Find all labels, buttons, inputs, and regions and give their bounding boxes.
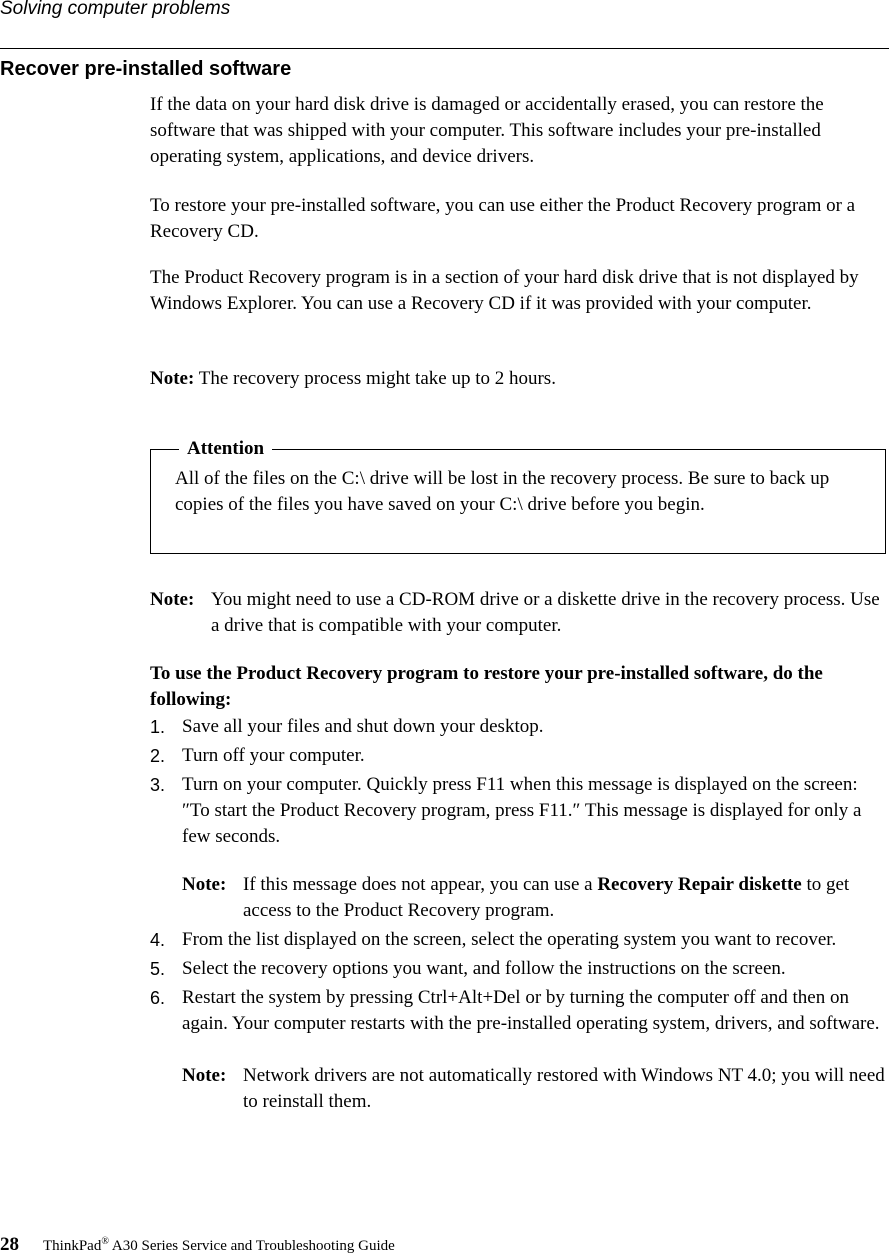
step-6	[150, 985, 885, 1115]
recovery-repair-diskette-term: Recovery Repair diskette	[597, 874, 802, 895]
note-label: Note:	[182, 1065, 227, 1086]
registered-mark: ®	[101, 1236, 109, 1247]
note-text: to get access to the Product Recovery program.	[243, 874, 850, 921]
step-5	[150, 956, 885, 982]
procedure-steps	[150, 714, 885, 1118]
step-note	[182, 1063, 885, 1115]
note-label: Note:	[182, 874, 227, 895]
note-text: You might need to use a CD-ROM drive or a diskette drive in the recovery process. Use a drive that is compatible with your computer.	[211, 589, 880, 636]
step-text: Turn on your computer. Quickly press F11 when this message is displayed on the screen: ″To start the Product Recovery program, press F11.″ This message is displayed for only a few seconds.	[182, 774, 862, 847]
step-number: 2.	[150, 746, 166, 766]
step-3	[150, 772, 885, 924]
page-number: 28	[0, 1234, 19, 1255]
product-name: ThinkPad	[43, 1238, 102, 1254]
section-title: Recover pre-installed software	[0, 58, 292, 80]
step-1	[150, 714, 885, 740]
note-label: Note:	[150, 368, 195, 389]
note-drive-requirement	[150, 587, 885, 639]
step-number: 1.	[150, 717, 166, 737]
step-text: Turn off your computer.	[182, 745, 365, 766]
step-number: 5.	[150, 959, 166, 979]
procedure-intro: To use the Product Recovery program to restore your pre-installed software, do the following:	[150, 663, 823, 710]
paragraph-3: The Product Recovery program is in a section of your hard disk drive that is not displayed by Windows Explorer. You can use a Recovery CD if it was provided with your computer.	[150, 267, 859, 314]
attention-box	[150, 438, 886, 554]
step-number: 3.	[150, 775, 166, 795]
step-note	[182, 872, 885, 924]
note-text: The recovery process might take up to 2 hours.	[198, 368, 556, 389]
note-label: Note:	[150, 589, 195, 610]
step-text: Restart the system by pressing Ctrl+Alt+Del or by turning the computer off and then on again. Your computer restarts with the pre-installed operating system, drivers, and software.	[182, 987, 880, 1034]
step-text: Save all your files and shut down your desktop.	[182, 716, 544, 737]
step-text: Select the recovery options you want, and follow the instructions on the screen.	[182, 958, 786, 979]
step-number: 4.	[150, 930, 166, 950]
attention-label: Attention	[179, 438, 272, 460]
running-head: Solving computer problems	[0, 0, 231, 19]
attention-text: All of the files on the C:\ drive will be lost in the recovery process. Be sure to back up copies of the files you have saved on your C:\ drive before you begin.	[175, 468, 830, 515]
guide-title: A30 Series Service and Troubleshooting Guide	[111, 1238, 395, 1254]
note-recovery-time	[150, 366, 885, 392]
header-rule	[0, 48, 889, 49]
note-text: If this message does not appear, you can use a	[243, 874, 593, 895]
step-4	[150, 927, 885, 953]
note-text: Network drivers are not automatically restored with Windows NT 4.0; you will need to reinstall them.	[243, 1065, 885, 1112]
page-footer	[0, 1234, 395, 1257]
paragraph-1: If the data on your hard disk drive is damaged or accidentally erased, you can restore the software that was shipped with your computer. This software includes your pre-installed operating system, applications, and device drivers.	[150, 94, 824, 167]
paragraph-2: To restore your pre-installed software, you can use either the Product Recovery program or a Recovery CD.	[150, 195, 856, 242]
step-text: From the list displayed on the screen, select the operating system you want to recover.	[182, 929, 837, 950]
step-number: 6.	[150, 988, 166, 1008]
step-2	[150, 743, 885, 769]
